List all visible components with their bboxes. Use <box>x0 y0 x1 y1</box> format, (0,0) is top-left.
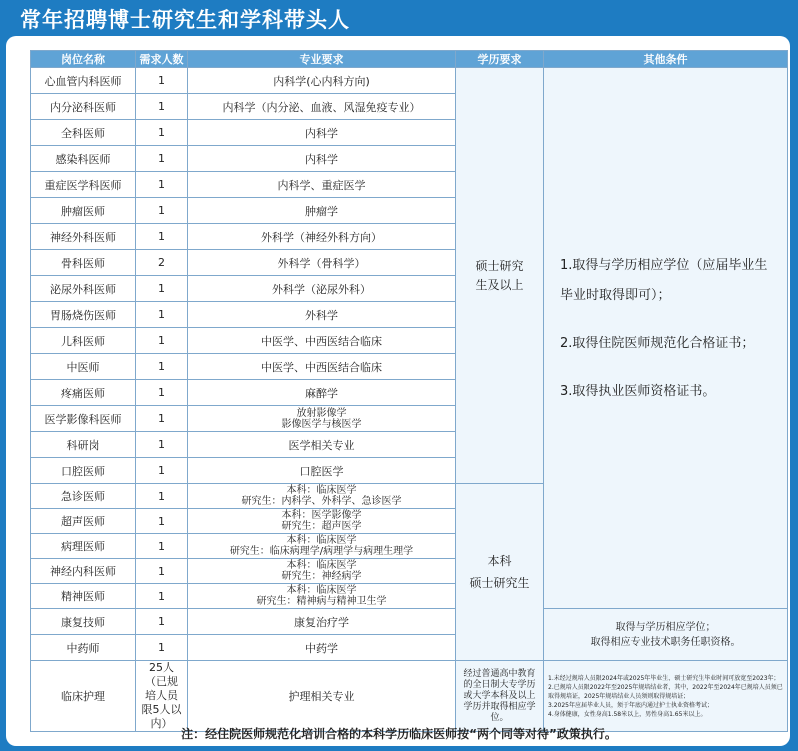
major-line: 医学相关专业 <box>288 438 355 452</box>
position-cell: 康复技师 <box>31 609 136 635</box>
major-cell <box>188 661 456 732</box>
major-cell <box>188 432 456 458</box>
major-cell <box>188 224 456 250</box>
education-cell: 硕士研究生及以上 <box>456 68 544 484</box>
major-line: 内科学(心内科方向) <box>273 74 370 88</box>
header-other: 其他条件 <box>544 51 788 68</box>
position-cell: 精神医师 <box>31 584 136 609</box>
position-cell: 病理医师 <box>31 534 136 559</box>
condition-item: 取得相应专业技术职务任职资格。 <box>590 636 741 648</box>
page-title: 常年招聘博士研究生和学科带头人 <box>20 8 350 32</box>
major-line: 本科：医学影像学 <box>281 510 362 521</box>
major-line: 口腔医学 <box>299 464 344 478</box>
position-cell: 肿瘤医师 <box>31 198 136 224</box>
footnote: 注：经住院医师规范化培训合格的本科学历临床医师按“两个同等对待”政策执行。 <box>181 727 617 741</box>
major-cell <box>188 94 456 120</box>
major-line: 护理相关专业 <box>288 690 355 703</box>
major-line: 内科学（内分泌、血液、风湿免疫专业） <box>222 100 421 114</box>
major-line: 本科：临床医学 <box>286 560 357 571</box>
count-cell: 1 <box>136 584 188 609</box>
count-cell: 1 <box>136 172 188 198</box>
major-line: 影像医学与核医学 <box>281 418 362 430</box>
major-cell <box>188 609 456 635</box>
major-line: 本科：临床医学 <box>286 535 357 546</box>
other-conditions-cell <box>544 609 788 661</box>
major-cell <box>188 484 456 509</box>
position-cell: 泌尿外科医师 <box>31 276 136 302</box>
count-cell: 1 <box>136 559 188 584</box>
position-cell: 感染科医师 <box>31 146 136 172</box>
major-line: 本科：临床医学 <box>286 585 357 596</box>
education-cell: 本科 硕士研究生 <box>456 484 544 661</box>
count-cell: 1 <box>136 224 188 250</box>
position-cell: 内分泌科医师 <box>31 94 136 120</box>
position-cell: 医学影像科医师 <box>31 406 136 432</box>
major-line: 研究生：神经病学 <box>281 571 362 582</box>
table-header-row <box>31 51 788 68</box>
major-cell <box>188 302 456 328</box>
major-line: 外科学（泌尿外科） <box>272 282 371 296</box>
major-cell <box>188 534 456 559</box>
other-conditions-cell <box>544 661 788 732</box>
count-cell: 25人（已规培人员限5人以内） <box>136 661 188 732</box>
count-cell: 1 <box>136 354 188 380</box>
major-line: 中医学、中西医结合临床 <box>261 334 382 348</box>
education-cell: 经过普通高中教育的全日制大专学历或大学本科及以上学历并取得相应学位。 <box>456 661 544 732</box>
count-cell: 1 <box>136 609 188 635</box>
position-cell: 急诊医师 <box>31 484 136 509</box>
major-cell <box>188 380 456 406</box>
count-cell: 1 <box>136 68 188 94</box>
condition-item: 2.已规培人员限2022年至2025年规培结业者，其中，2022年至2024年已规培人员须已取得规培证，2025年规培结业人员须则取得规培证； <box>548 683 783 700</box>
major-cell <box>188 354 456 380</box>
header-position: 岗位名称 <box>31 51 136 68</box>
position-cell: 儿科医师 <box>31 328 136 354</box>
major-line: 麻醉学 <box>305 386 338 400</box>
recruitment-table <box>30 50 788 732</box>
count-cell: 1 <box>136 432 188 458</box>
major-line: 外科学（骨科学） <box>277 256 366 270</box>
major-line: 内科学、重症医学 <box>277 178 366 192</box>
count-cell: 1 <box>136 328 188 354</box>
condition-item: 2.取得住院医师规范化合格证书； <box>560 336 755 351</box>
count-cell: 1 <box>136 146 188 172</box>
major-cell <box>188 276 456 302</box>
count-cell: 1 <box>136 120 188 146</box>
major-line: 放射影像学 <box>296 407 347 419</box>
major-cell <box>188 68 456 94</box>
position-cell: 全科医师 <box>31 120 136 146</box>
position-cell: 超声医师 <box>31 509 136 534</box>
count-cell: 1 <box>136 458 188 484</box>
major-line: 研究生：精神病与精神卫生学 <box>256 596 387 607</box>
header-count: 需求人数 <box>136 51 188 68</box>
position-cell: 神经外科医师 <box>31 224 136 250</box>
condition-item: 4.身体健康，女性身高1.58米以上，男性身高1.65米以上。 <box>548 710 707 718</box>
major-line: 研究生：内科学、外科学、急诊医学 <box>241 496 402 507</box>
position-cell: 心血管内科医师 <box>31 68 136 94</box>
major-line: 外科学（神经外科方向） <box>261 230 382 244</box>
major-line: 本科：临床医学 <box>286 485 357 496</box>
count-cell: 1 <box>136 198 188 224</box>
condition-item: 3.取得执业医师资格证书。 <box>560 384 716 399</box>
major-cell <box>188 172 456 198</box>
count-cell: 1 <box>136 509 188 534</box>
major-line: 内科学 <box>305 152 338 166</box>
condition-item: 取得与学历相应学位； <box>615 621 716 633</box>
position-cell: 科研岗 <box>31 432 136 458</box>
major-cell <box>188 250 456 276</box>
count-cell: 1 <box>136 94 188 120</box>
position-cell: 重症医学科医师 <box>31 172 136 198</box>
condition-item: 1.取得与学历相应学位（应届毕业生毕业时取得即可）； <box>560 258 768 303</box>
count-cell: 1 <box>136 276 188 302</box>
count-cell: 1 <box>136 635 188 661</box>
major-cell <box>188 584 456 609</box>
major-cell <box>188 328 456 354</box>
count-cell: 1 <box>136 302 188 328</box>
major-line: 研究生：临床病理学/病理学与病理生理学 <box>229 546 414 557</box>
table-row <box>31 68 788 94</box>
count-cell: 1 <box>136 380 188 406</box>
position-cell: 胃肠烧伤医师 <box>31 302 136 328</box>
condition-item: 3.2025年应届毕业人员，须于年底内通过护士执业资格考试； <box>548 701 713 709</box>
major-cell <box>188 559 456 584</box>
major-cell <box>188 198 456 224</box>
major-cell <box>188 635 456 661</box>
other-conditions-cell <box>544 68 788 609</box>
table-row <box>31 609 788 635</box>
major-cell <box>188 120 456 146</box>
header-major: 专业要求 <box>188 51 456 68</box>
count-cell: 1 <box>136 406 188 432</box>
major-line: 康复治疗学 <box>294 615 349 629</box>
major-line: 外科学 <box>305 308 338 322</box>
condition-item: 1.未经过规培人员限2024年或2025年毕业生、硕士研究生毕业时间可放宽至2023年； <box>548 674 780 682</box>
major-line: 研究生：超声医学 <box>281 521 362 532</box>
header-education: 学历要求 <box>456 51 544 68</box>
count-cell: 2 <box>136 250 188 276</box>
position-cell: 临床护理 <box>31 661 136 732</box>
position-cell: 口腔医师 <box>31 458 136 484</box>
position-cell: 骨科医师 <box>31 250 136 276</box>
major-cell <box>188 406 456 432</box>
position-cell: 疼痛医师 <box>31 380 136 406</box>
major-line: 中医学、中西医结合临床 <box>261 360 382 374</box>
position-cell: 中医师 <box>31 354 136 380</box>
major-line: 中药学 <box>305 641 338 655</box>
major-line: 肿瘤学 <box>305 204 338 218</box>
table-row <box>31 661 788 732</box>
major-cell <box>188 458 456 484</box>
major-cell <box>188 509 456 534</box>
major-line: 内科学 <box>305 126 338 140</box>
count-cell: 1 <box>136 484 188 509</box>
major-cell <box>188 146 456 172</box>
count-cell: 1 <box>136 534 188 559</box>
position-cell: 神经内科医师 <box>31 559 136 584</box>
position-cell: 中药师 <box>31 635 136 661</box>
